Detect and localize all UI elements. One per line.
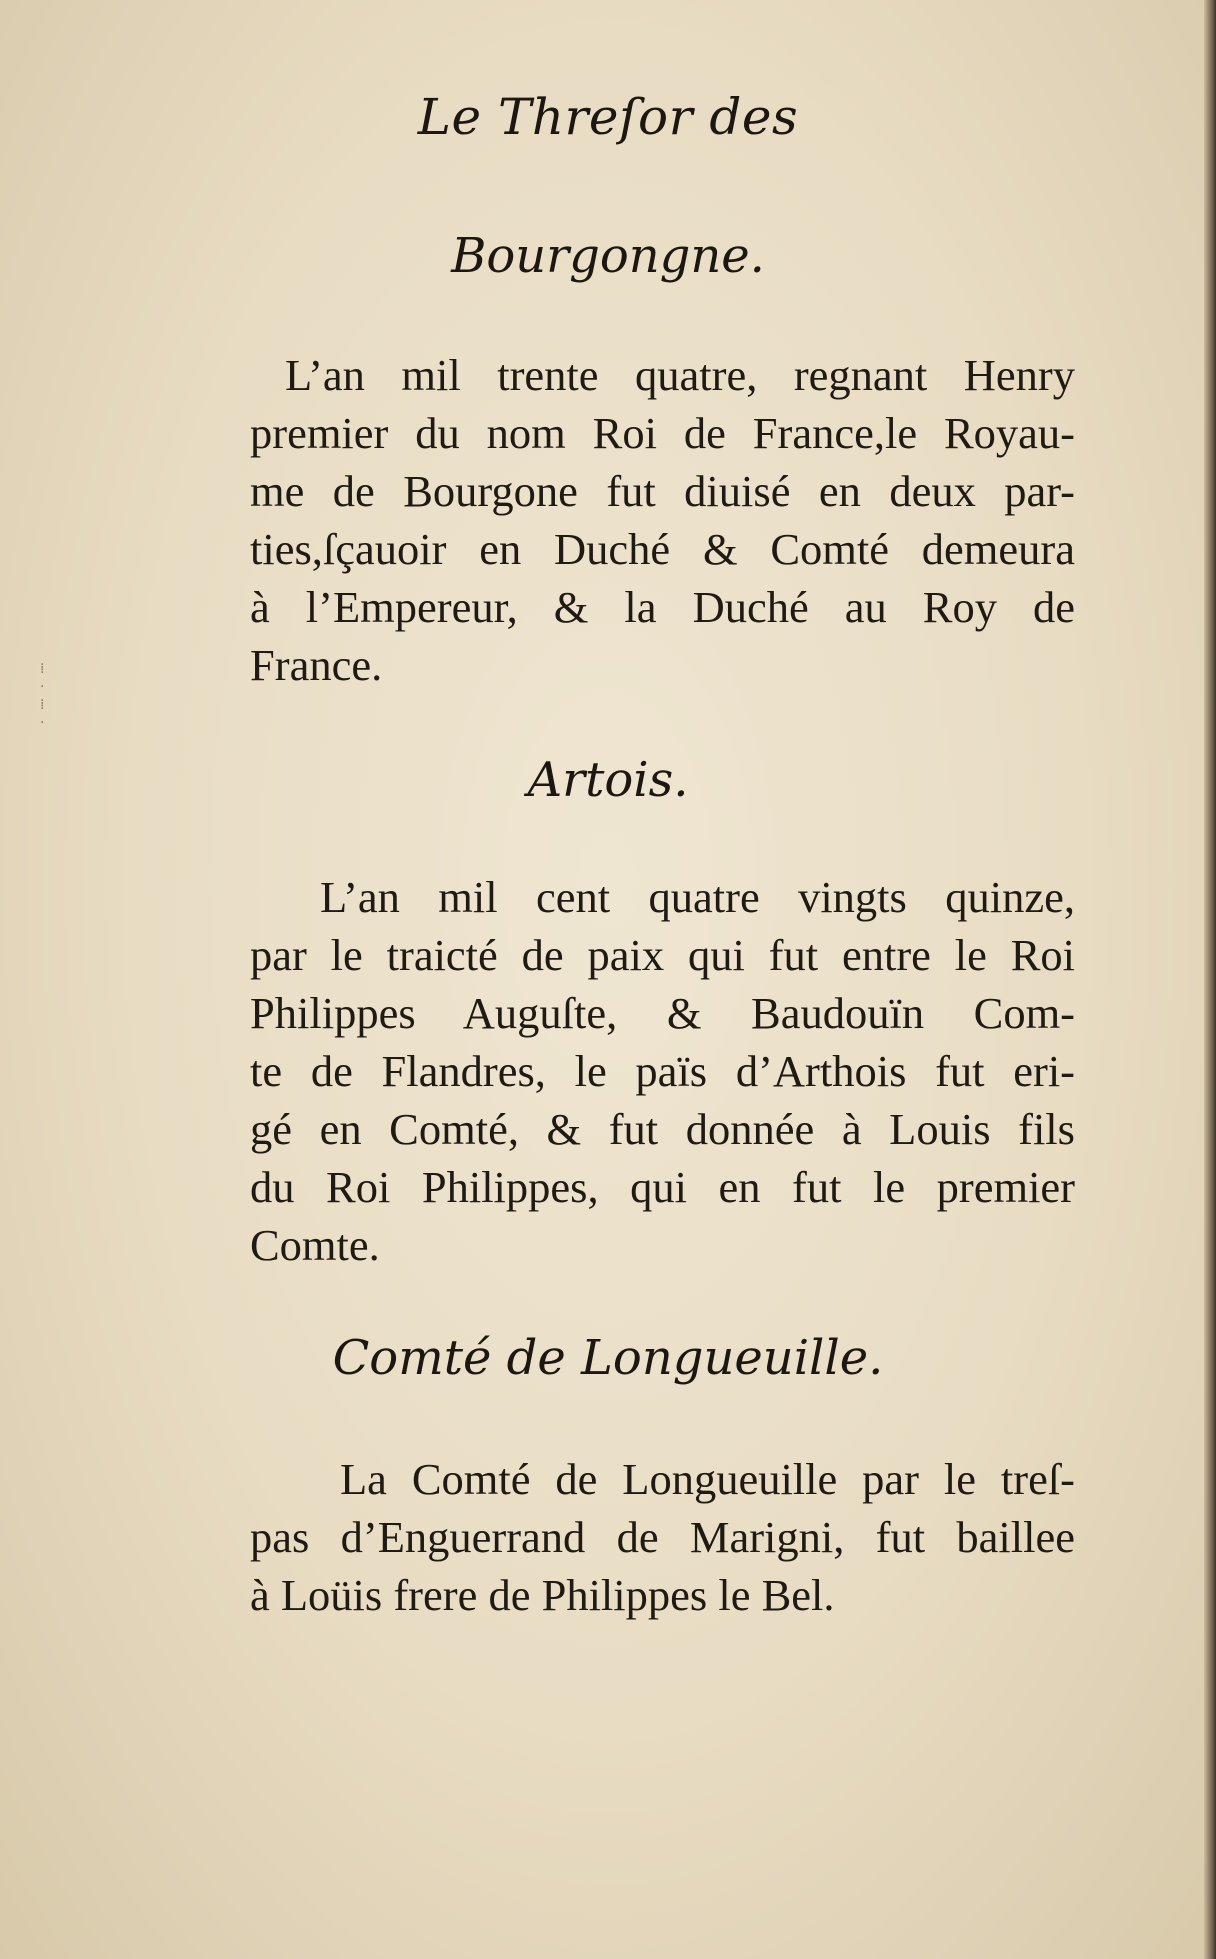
text-line: La Comté de Longueuille par le treſ- xyxy=(340,1454,1075,1504)
text-line: L’an mil trente quatre, regnant Henry xyxy=(285,350,1075,400)
text-line: gé en Comté, & fut donnée à Louis fils xyxy=(250,1104,1075,1154)
text-line: à Loüis frere de Philippes le Bel. xyxy=(250,1570,835,1620)
paragraph-longueuille-cont xyxy=(250,1508,1075,1624)
section-title-bourgongne: Bourgongne. xyxy=(451,228,765,284)
section-title-longueuille: Comté de Longueuille. xyxy=(332,1330,884,1386)
text-line: Comte. xyxy=(250,1220,380,1270)
text-line: ties,ſçauoir en Duché & Comté demeura xyxy=(250,524,1075,574)
running-header: Le Threſor des xyxy=(417,88,799,146)
section-title-artois: Artois. xyxy=(527,752,689,808)
paragraph-artois xyxy=(320,868,1075,926)
text-line: Philippes Auguſte, & Baudouïn Com- xyxy=(250,988,1075,1038)
text-line: du Roi Philippes, qui en fut le premier xyxy=(250,1162,1075,1212)
margin-marks: ⁞ · ⁞ · xyxy=(40,661,45,731)
paragraph-artois-cont xyxy=(250,926,1075,1274)
paragraph-bourgongne-cont xyxy=(250,404,1075,694)
paragraph-longueuille xyxy=(340,1450,1075,1508)
text-line: me de Bourgone fut diuisé en deux par- xyxy=(250,466,1075,516)
paragraph-bourgongne xyxy=(285,346,1075,404)
text-line: pas d’Enguerrand de Marigni, fut baillee xyxy=(250,1512,1075,1562)
text-line: te de Flandres, le païs d’Arthois fut eri- xyxy=(250,1046,1075,1096)
text-line: L’an mil cent quatre vingts quinze, xyxy=(320,872,1075,922)
text-line: premier du nom Roi de France,le Royau- xyxy=(250,408,1075,458)
page-edge-shadow xyxy=(1204,0,1216,1959)
text-line: à l’Empereur, & la Duché au Roy de xyxy=(250,582,1075,632)
text-line: par le traicté de paix qui fut entre le Roi xyxy=(250,930,1075,980)
text-line: France. xyxy=(250,640,383,690)
